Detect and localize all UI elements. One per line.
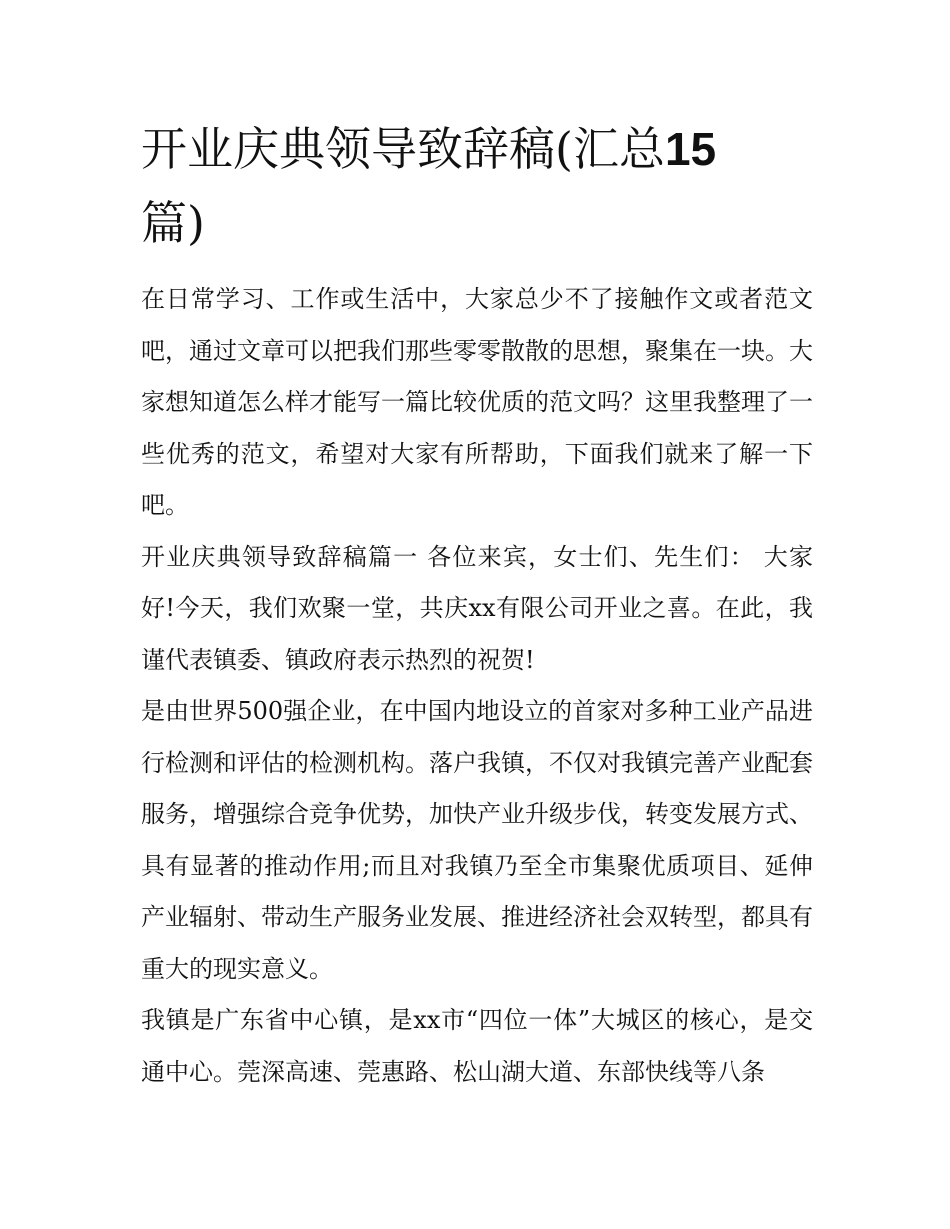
document-content <box>141 112 813 1098</box>
title-number: 15 <box>664 123 717 175</box>
paragraph-company: 是由世界500强企业，在中国内地设立的首家对多种工业产品进行检测和评估的检测机构。落户我镇，不仅对我镇完善产业配套服务，增强综合竞争优势，加快产业升级步伐，转变发展方式、具有显著的推动作用;而且对我镇乃至全市集聚优质项目、延伸产业辐射、带动生产服务业发展、推进经济社会双转型，都具有重大的现实意义。 <box>141 697 813 983</box>
paragraph-town: 我镇是广东省中心镇，是xx市“四位一体”大城区的核心，是交通中心。莞深高速、莞惠路、松山湖大道、东部快线等八条 <box>141 1006 813 1086</box>
paragraph-greeting: 开业庆典领导致辞稿篇一 各位来宾，女士们、先生们： 大家好!今天，我们欢聚一堂，共庆xx有限公司开业之喜。在此，我谨代表镇委、镇政府表示热烈的祝贺! <box>141 542 813 674</box>
document-title <box>141 112 813 260</box>
title-main-text: 开业庆典领导致辞稿(汇总 <box>141 122 665 176</box>
document-body <box>141 274 813 1098</box>
paragraph-intro: 在日常学习、工作或生活中，大家总少不了接触作文或者范文吧，通过文章可以把我们那些零零散散的思想，聚集在一块。大家想知道怎么样才能写一篇比较优质的范文吗？这里我整理了一些优秀的范文，希望对大家有所帮助，下面我们就来了解一下吧。 <box>141 285 813 519</box>
title-end-text: 篇) <box>141 196 205 250</box>
